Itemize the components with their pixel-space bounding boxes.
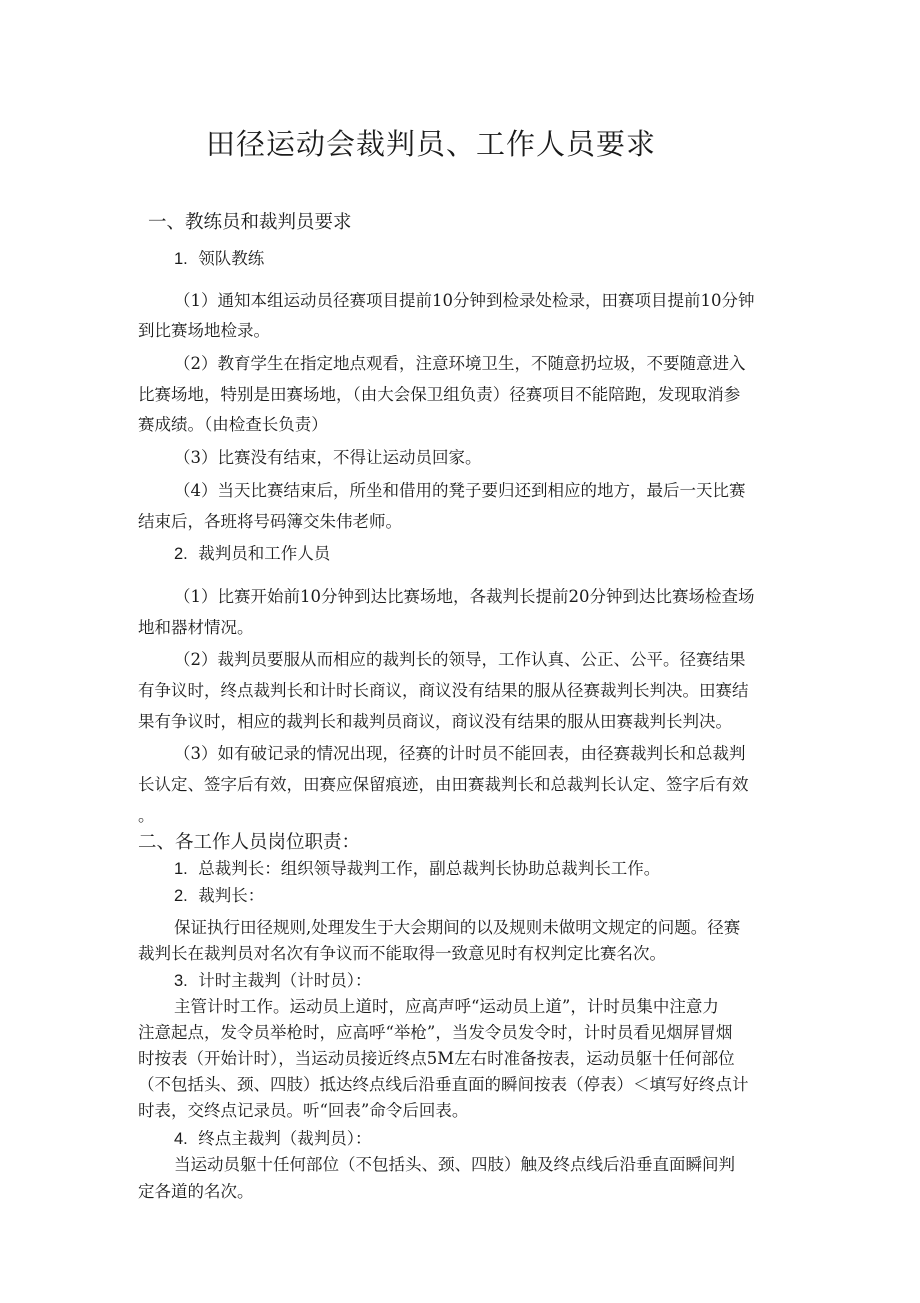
paragraph-line: 地和器材情况。 bbox=[138, 618, 254, 637]
role-item bbox=[174, 885, 264, 907]
paragraph-line: 。 bbox=[138, 806, 155, 825]
role-text: 总裁判长：组织领导裁判工作，副总裁判长协助总裁判长工作。 bbox=[198, 859, 661, 878]
sub-heading-text: 裁判员和工作人员 bbox=[198, 544, 331, 563]
paragraph-line: （1）通知本组运动员径赛项目提前10分钟到检录处检录，田赛项目提前10分钟 bbox=[174, 291, 755, 310]
list-number: 1. bbox=[174, 860, 188, 878]
paragraph-line: 注意起点，发令员举枪时，应高呼“举枪”，当发令员发令时，计时员看见烟屏冒烟 bbox=[138, 1023, 733, 1042]
role-text: 终点主裁判（裁判员）： bbox=[198, 1129, 372, 1148]
role-item bbox=[174, 1128, 372, 1150]
list-number: 4. bbox=[174, 1130, 188, 1148]
paragraph-line: 赛成绩。（由检查长负责） bbox=[138, 415, 328, 434]
sub-heading-referees bbox=[174, 543, 330, 565]
list-number: 2. bbox=[174, 545, 188, 563]
list-number: 2. bbox=[174, 887, 188, 905]
sub-heading-text: 领队教练 bbox=[198, 249, 265, 268]
sub-heading-leader bbox=[174, 248, 264, 270]
paragraph-line: 结束后，各班将号码簿交朱伟老师。 bbox=[138, 512, 402, 531]
paragraph-line: （3）如有破记录的情况出现，径赛的计时员不能回表，由径赛裁判长和总裁判 bbox=[174, 744, 746, 763]
role-item bbox=[174, 970, 372, 992]
paragraph-line: 保证执行田径规则,处理发生于大会期间的以及规则未做明文规定的问题。径赛 bbox=[174, 918, 741, 937]
paragraph-line: 有争议时，终点裁判长和计时长商议，商议没有结果的服从径赛裁判长判决。田赛结 bbox=[138, 681, 749, 700]
paragraph-line: （4）当天比赛结束后，所坐和借用的凳子要归还到相应的地方，最后一天比赛 bbox=[174, 481, 746, 500]
section-heading-2: 二、各工作人员岗位职责： bbox=[138, 832, 361, 853]
paragraph-line: 当运动员躯十任何部位（不包括头、颈、四肢）触及终点线后沿垂直面瞬间判 bbox=[174, 1155, 735, 1174]
paragraph-line: 长认定、签字后有效，田赛应保留痕迹，由田赛裁判长和总裁判长认定、签字后有效 bbox=[138, 775, 749, 794]
paragraph-line: 到比赛场地检录。 bbox=[138, 321, 270, 340]
paragraph-line: 主管计时工作。运动员上道时，应高声呼“运动员上道”，计时员集中注意力 bbox=[174, 997, 719, 1016]
paragraph-line: （1）比赛开始前10分钟到达比赛场地，各裁判长提前20分钟到达比赛场检查场 bbox=[174, 587, 755, 606]
paragraph-line: （2）裁判员要服从而相应的裁判长的领导，工作认真、公正、公平。径赛结果 bbox=[174, 650, 746, 669]
paragraph-line: （不包括头、颈、四肢）抵达终点线后沿垂直面的瞬间按表（停表）＜填写好终点计 bbox=[138, 1075, 749, 1094]
paragraph-line: 定各道的名次。 bbox=[138, 1182, 254, 1201]
section-heading-1: 一、教练员和裁判员要求 bbox=[148, 212, 352, 233]
role-item bbox=[174, 858, 660, 880]
list-number: 3. bbox=[174, 972, 188, 990]
paragraph-line: 裁判长在裁判员对名次有争议而不能取得一致意见时有权判定比赛名次。 bbox=[138, 944, 666, 963]
role-text: 计时主裁判（计时员）： bbox=[198, 971, 372, 990]
paragraph-line: （2）教育学生在指定地点观看，注意环境卫生，不随意扔垃圾，不要随意进入 bbox=[174, 354, 746, 373]
list-number: 1. bbox=[174, 250, 188, 268]
role-text: 裁判长： bbox=[198, 886, 265, 905]
paragraph-line: 时表，交终点记录员。听“回表”命令后回表。 bbox=[138, 1101, 469, 1120]
page-title: 田径运动会裁判员、工作人员要求 bbox=[206, 127, 657, 161]
paragraph-line: 果有争议时，相应的裁判长和裁判员商议，商议没有结果的服从田赛裁判长判决。 bbox=[138, 712, 732, 731]
paragraph-line: 时按表（开始计时），当运动员接近终点5M左右时准备按表，运动员躯十任何部位 bbox=[138, 1049, 735, 1068]
paragraph-line: 比赛场地，特别是田赛场地，（由大会保卫组负责）径赛项目不能陪跑，发现取消参 bbox=[138, 385, 741, 404]
paragraph-line: （3）比赛没有结束，不得让运动员回家。 bbox=[174, 448, 482, 467]
